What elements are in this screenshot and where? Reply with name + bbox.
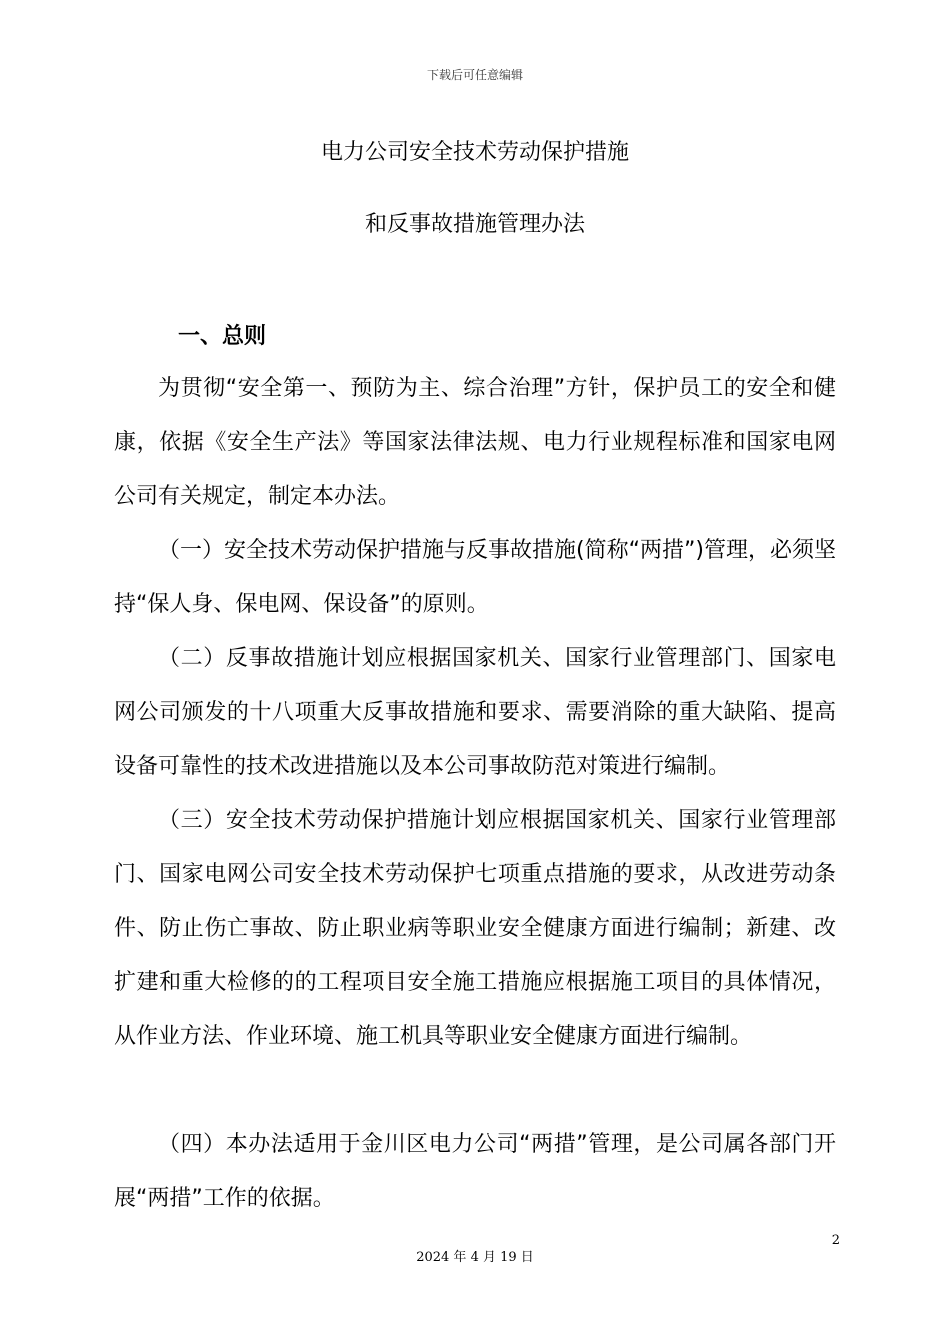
section-heading: 一、总则 (178, 324, 267, 349)
paragraph-item-3: （三）安全技术劳动保护措施计划应根据国家机关、国家行业管理部门、国家电网公司安全技术劳动保护七项重点措施的要求，从改进劳动条件、防止伤亡事故、防止职业病等职业安全健康方面进行编制；新建、改扩建和重大检修的的工程项目安全施工措施应根据施工项目的具体情况，从作业方法、作业环境、施工机具等职业安全健康方面进行编制。 (114, 808, 836, 1049)
header-note: 下载后可任意编辑 (426, 68, 523, 82)
document-title-line-1: 电力公司安全技术劳动保护措施 (320, 140, 629, 165)
paragraph-item-1: （一）安全技术劳动保护措施与反事故措施(简称“两措”)管理，必须坚持“保人身、保电网、保设备”的原则。 (114, 538, 836, 617)
page-number: 2 (831, 1233, 840, 1248)
footer-date: 2024 年 4 月 19 日 (416, 1250, 534, 1265)
paragraph-item-4: （四）本办法适用于金川区电力公司“两措”管理，是公司属各部门开展“两措”工作的依据。 (114, 1132, 836, 1211)
paragraph-item-2: （二）反事故措施计划应根据国家机关、国家行业管理部门、国家电网公司颁发的十八项重大反事故措施和要求、需要消除的重大缺陷、提高设备可靠性的技术改进措施以及本公司事故防范对策进行编制。 (114, 646, 836, 779)
paragraph-purpose: 为贯彻“安全第一、预防为主、综合治理”方针，保护员工的安全和健康，依据《安全生产法》等国家法律法规、电力行业规程标准和国家电网公司有关规定，制定本办法。 (114, 376, 836, 509)
document-title-line-2: 和反事故措施管理办法 (364, 212, 585, 237)
